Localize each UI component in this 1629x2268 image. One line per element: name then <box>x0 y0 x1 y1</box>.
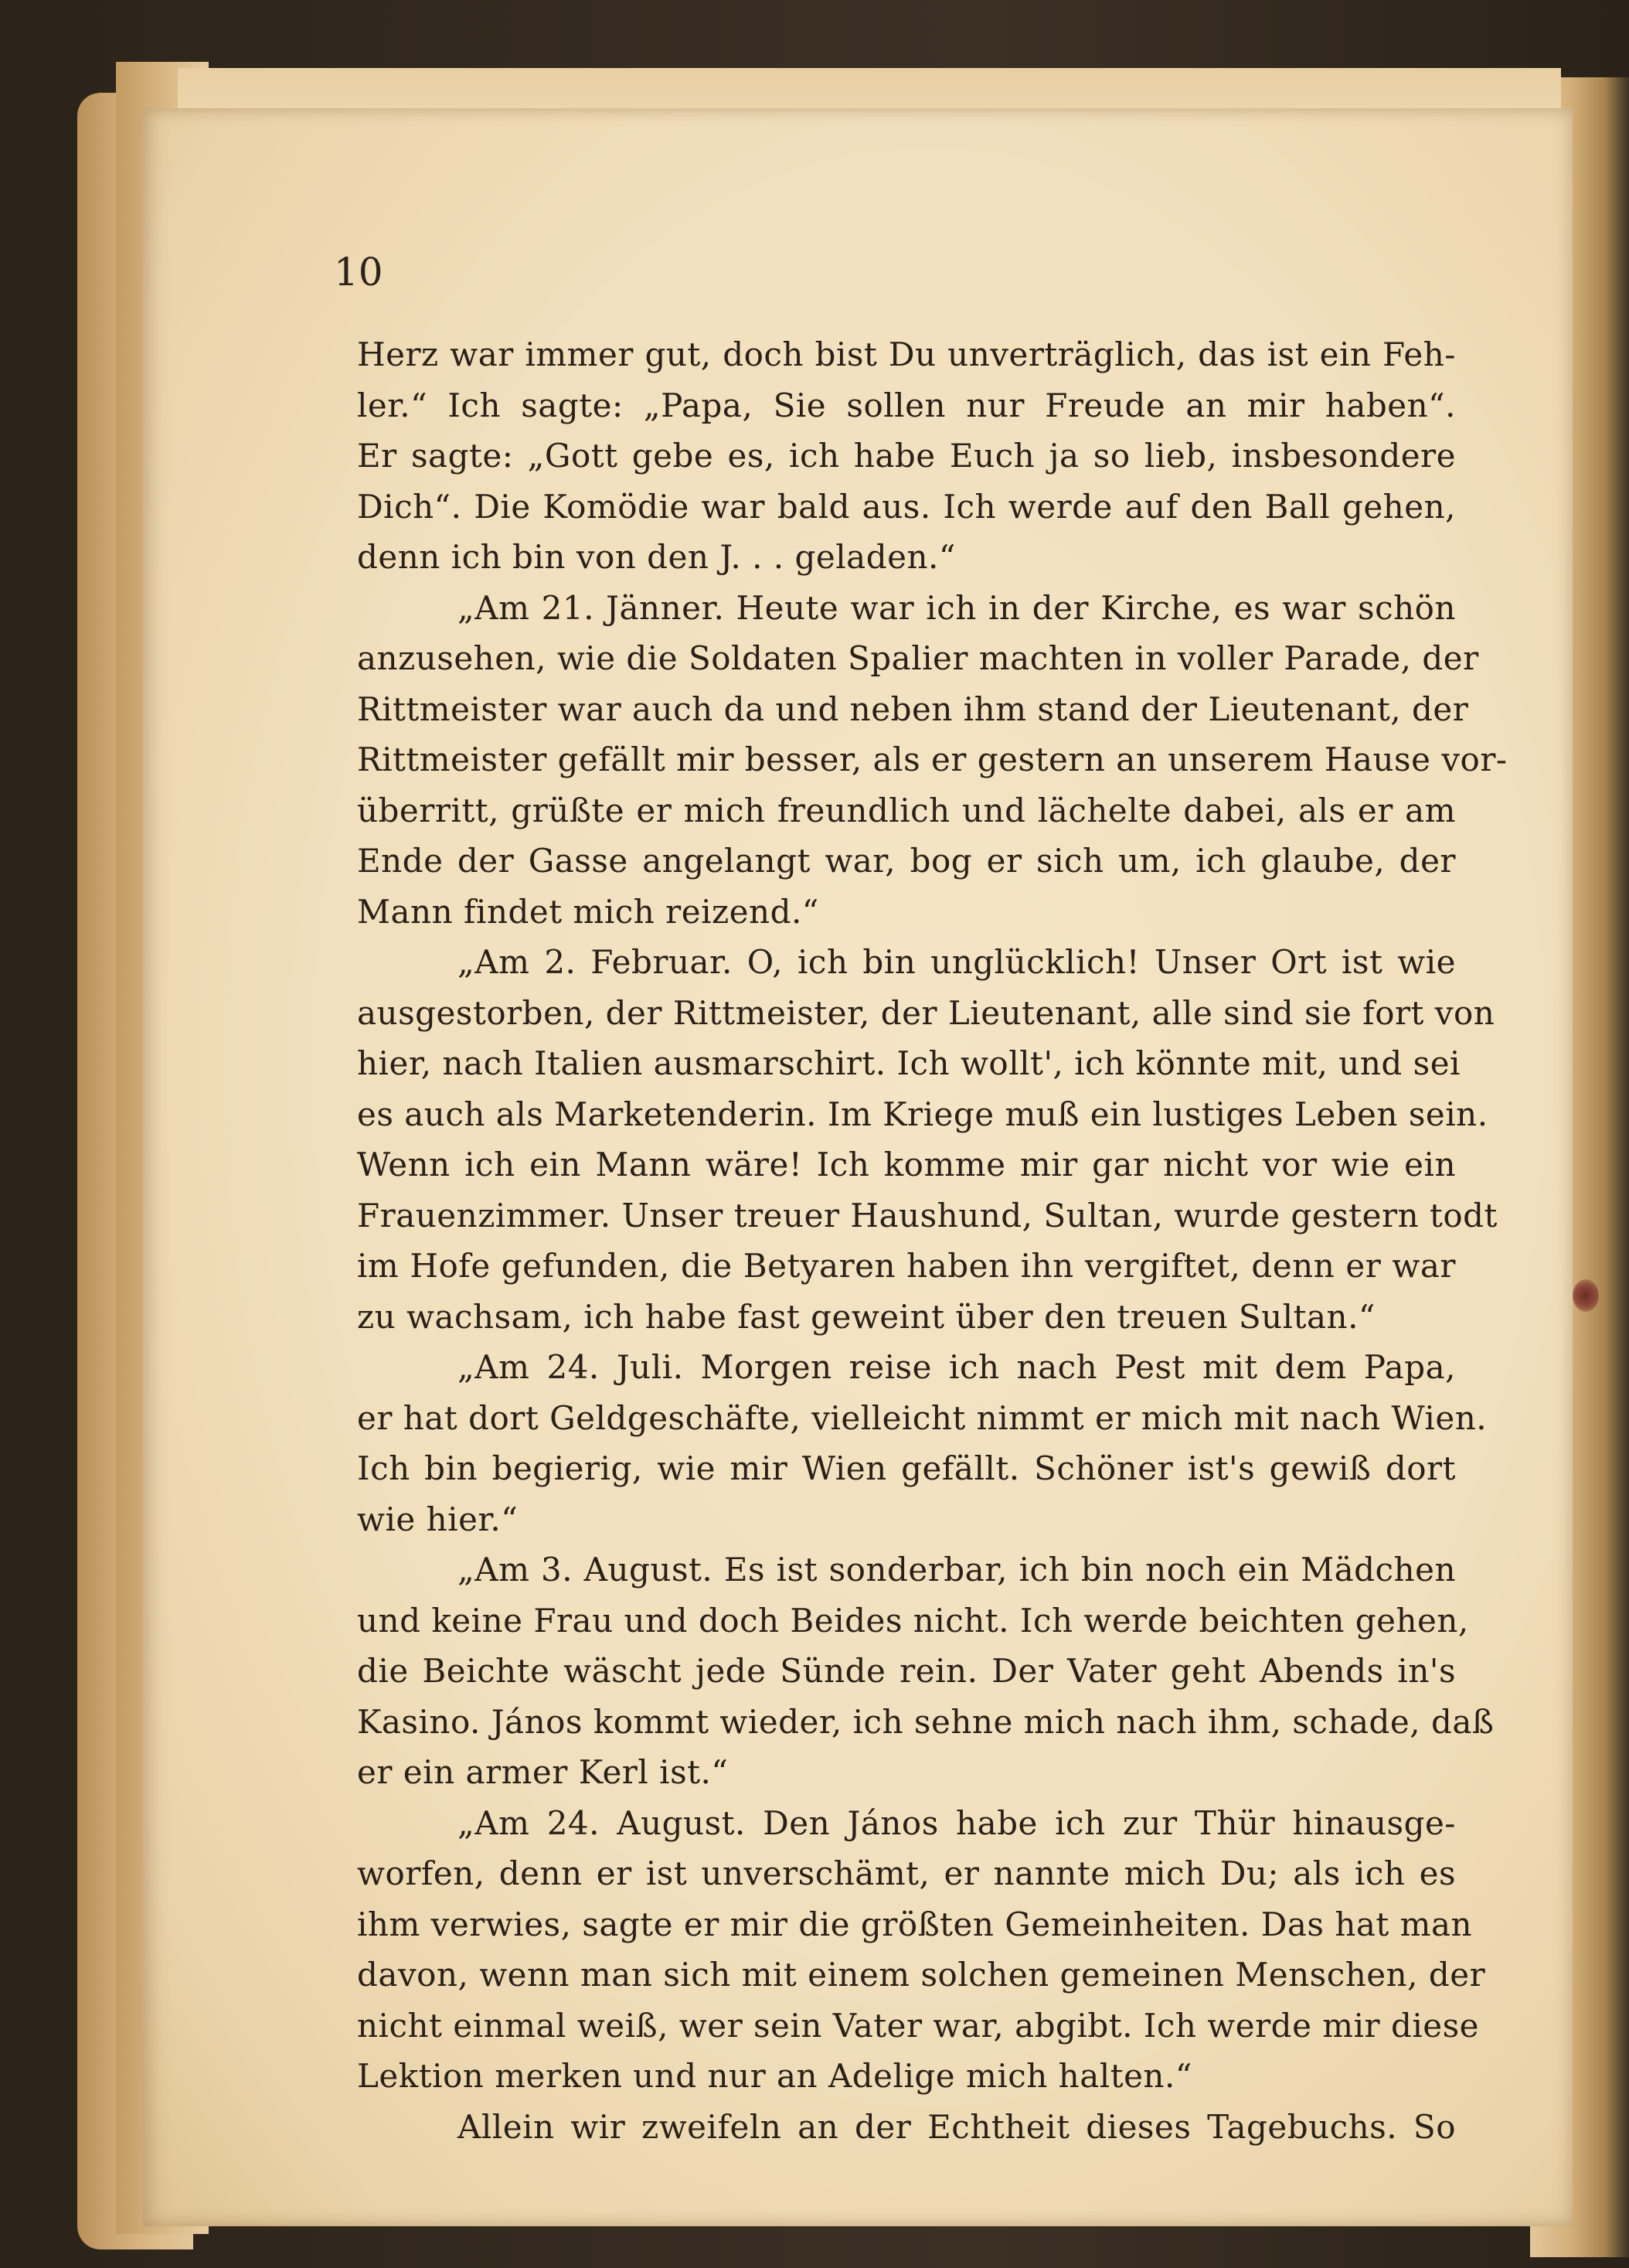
text-line: zu wachsam, ich habe fast geweint über den treuen Sultan.“ <box>357 1297 1376 1336</box>
text-line: er ein armer Kerl ist.“ <box>357 1753 729 1791</box>
text-line: „Am 2. Februar. O, ich bin unglücklich! Unser Ort ist wie <box>457 943 1456 981</box>
text-line: „Am 24. Juli. Morgen reise ich nach Pest mit dem Papa, <box>457 1348 1456 1386</box>
text-line: Er sagte: „Gott gebe es, ich habe Euch ja so lieb, insbesondere <box>357 437 1456 475</box>
text-line: davon, wenn man sich mit einem solchen gemeinen Menschen, der <box>357 1956 1486 1994</box>
text-line: „Am 21. Jänner. Heute war ich in der Kirche, es war schön <box>457 588 1456 627</box>
text-line: Herz war immer gut, doch bist Du unverträglich, das ist ein Feh- <box>357 335 1456 373</box>
text-line: Kasino. János kommt wieder, ich sehne mich nach ihm, schade, daß <box>357 1702 1495 1741</box>
text-line: nicht einmal weiß, wer sein Vater war, abgibt. Ich werde mir diese <box>357 2006 1480 2045</box>
text-line: hier, nach Italien ausmarschirt. Ich wollt', ich könnte mit, und sei <box>357 1044 1461 1082</box>
text-line: überritt, grüßte er mich freundlich und lächelte dabei, als er am <box>357 791 1456 829</box>
text-line: Wenn ich ein Mann wäre! Ich komme mir gar nicht vor wie ein <box>357 1146 1456 1183</box>
page-number: 10 <box>334 250 383 295</box>
text-line: denn ich bin von den J. . . geladen.“ <box>357 538 956 576</box>
text-line: Ende der Gasse angelangt war, bog er sich um, ich glaube, der <box>357 842 1456 880</box>
text-line: anzusehen, wie die Soldaten Spalier machten in voller Parade, der <box>357 639 1479 677</box>
text-line: „Am 3. August. Es ist sonderbar, ich bin noch ein Mädchen <box>457 1551 1456 1589</box>
text-line: er hat dort Geldgeschäfte, vielleicht nimmt er mich mit nach Wien. <box>357 1398 1488 1437</box>
text-line: Allein wir zweifeln an der Echtheit dieses Tagebuchs. So <box>457 2107 1456 2146</box>
text-line: wie hier.“ <box>357 1500 519 1538</box>
text-line: Rittmeister gefällt mir besser, als er gestern an unserem Hause vor- <box>357 741 1508 778</box>
text-line: Lektion merken und nur an Adelige mich halten.“ <box>357 2057 1192 2095</box>
text-line: Frauenzimmer. Unser treuer Haushund, Sultan, wurde gestern todt <box>357 1196 1498 1234</box>
text-line: Rittmeister war auch da und neben ihm stand der Lieutenant, der <box>357 690 1469 728</box>
text-line: ausgestorben, der Rittmeister, der Lieutenant, alle sind sie fort von <box>357 993 1495 1032</box>
text-line: ler.“ Ich sagte: „Papa, Sie sollen nur Freude an mir haben“. <box>357 386 1456 424</box>
text-line: „Am 24. August. Den János habe ich zur Thür hinausge- <box>457 1803 1456 1842</box>
text-line: Dich“. Die Komödie war bald aus. Ich werde auf den Ball gehen, <box>357 487 1456 526</box>
text-line: es auch als Marketenderin. Im Kriege muß ein lustiges Leben sein. <box>357 1095 1488 1133</box>
text-line: ihm verwies, sagte er mir die größten Gemeinheiten. Das hat man <box>357 1905 1473 1943</box>
text-line: und keine Frau und doch Beides nicht. Ich werde beichten gehen, <box>357 1601 1469 1640</box>
text-line: die Beichte wäscht jede Sünde rein. Der Vater geht Abends in's <box>357 1652 1456 1690</box>
text-line: worfen, denn er ist unverschämt, er nannte mich Du; als ich es <box>357 1854 1456 1892</box>
text-line: im Hofe gefunden, die Betyaren haben ihn vergiftet, denn er war <box>357 1247 1456 1285</box>
text-line: Ich bin begierig, wie mir Wien gefällt. Schöner ist's gewiß dort <box>357 1449 1456 1487</box>
text-line: Mann findet mich reizend.“ <box>357 892 819 931</box>
